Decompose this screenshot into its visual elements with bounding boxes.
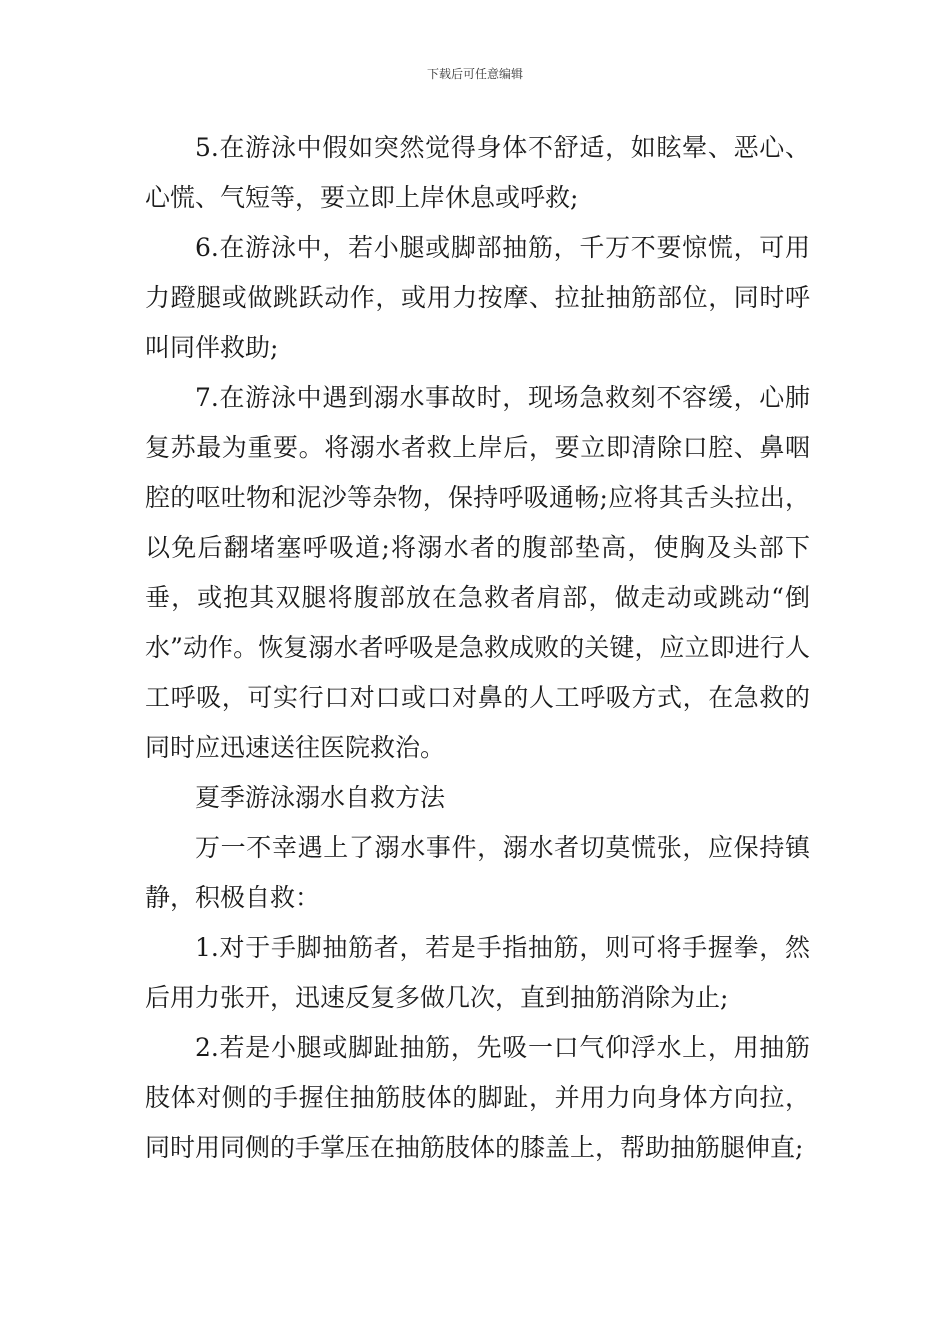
section-heading: 夏季游泳溺水自救方法 [195, 783, 446, 812]
paragraph-item-6: 6.在游泳中，若小腿或脚部抽筋，千万不要惊慌，可用力蹬腿或做跳跃动作，或用力按摩、拉扯抽筋部位，同时呼叫同伴救助; [145, 233, 810, 362]
self-rescue-item-2: 2.若是小腿或脚趾抽筋，先吸一口气仰浮水上，用抽筋肢体对侧的手握住抽筋肢体的脚趾，并用力向身体方向拉，同时用同侧的手掌压在抽筋肢体的膝盖上，帮助抽筋腿伸直; [145, 1033, 810, 1162]
self-rescue-item-1: 1.对于手脚抽筋者，若是手指抽筋，则可将手握拳，然后用力张开，迅速反复多做几次，直到抽筋消除为止; [145, 933, 810, 1012]
paragraph-item-5: 5.在游泳中假如突然觉得身体不舒适，如眩晕、恶心、心慌、气短等，要立即上岸休息或呼救; [145, 133, 810, 212]
page-header: 下载后可任意编辑 [426, 67, 523, 81]
section-intro: 万一不幸遇上了溺水事件，溺水者切莫慌张，应保持镇静，积极自救： [145, 833, 810, 912]
paragraph-item-7: 7.在游泳中遇到溺水事故时，现场急救刻不容缓，心肺复苏最为重要。将溺水者救上岸后，要立即清除口腔、鼻咽腔的呕吐物和泥沙等杂物，保持呼吸通畅;应将其舌头拉出，以免后翻堵塞呼吸道;将溺水者的腹部垫高，使胸及头部下垂，或抱其双腿将腹部放在急救者肩部，做走动或跳动“倒水”动作。恢复溺水者呼吸是急救成败的关键，应立即进行人工呼吸，可实行口对口或口对鼻的人工呼吸方式，在急救的同时应迅速送往医院救治。 [145, 383, 810, 762]
document-body [145, 123, 810, 1173]
